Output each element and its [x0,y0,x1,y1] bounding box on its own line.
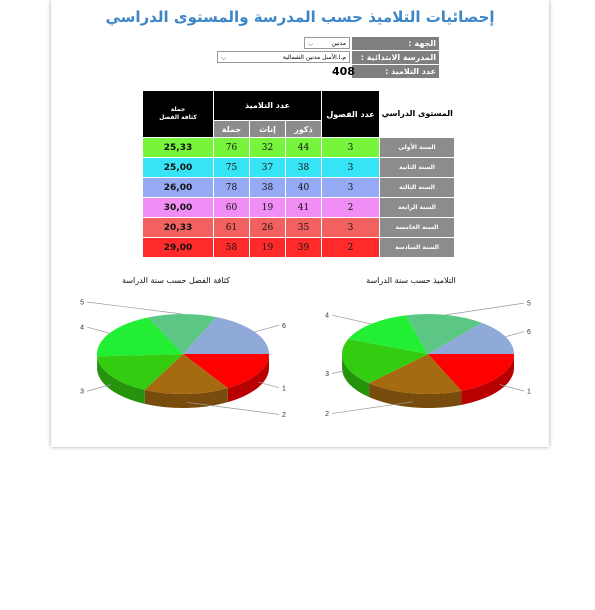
cell-density: 26,00 [143,178,214,198]
cell-female: 26 [250,218,286,238]
cell-male: 39 [286,238,322,258]
cell-total: 60 [214,198,250,218]
cell-density: 29,00 [143,238,214,258]
leader-line [258,382,279,388]
cell-level: السنة الثانية [380,158,455,178]
table-row [143,198,455,218]
count-row [217,65,439,78]
density-chart-title: كثافة الفصل حسب سنة الدراسة [122,276,230,285]
cell-classes: 3 [322,138,380,158]
cell-male: 44 [286,138,322,158]
cell-level: السنة السادسة [380,238,455,258]
cell-density: 30,00 [143,198,214,218]
cell-level: السنة الثالثة [380,178,455,198]
leader-line [87,302,182,314]
pie-label: 3 [80,388,84,396]
pie-label: 1 [527,388,531,396]
pie-label: 3 [325,371,329,379]
cell-male: 35 [286,218,322,238]
table-row [143,178,455,198]
cell-classes: 3 [322,218,380,238]
cell-female: 32 [250,138,286,158]
header-density [143,91,214,138]
pie-label: 5 [527,300,531,308]
school-select-value: م.ا.الأسل مدنين الشمالية [282,54,346,61]
statistics-table [142,90,455,258]
cell-female: 19 [250,198,286,218]
pie-label: 2 [325,411,329,419]
pie-label: 5 [80,299,84,307]
leader-line [506,332,524,337]
header-level: المستوى الدراسي [380,91,455,138]
cell-total: 61 [214,218,250,238]
cell-female: 38 [250,178,286,198]
students-chart-title: التلاميذ حسب سنة الدراسة [366,276,456,285]
pie-label: 2 [282,411,286,419]
school-label: المدرسة الابتدائية : [352,51,439,64]
leader-line [332,371,344,374]
cell-density: 25,33 [143,138,214,158]
pie-label: 1 [282,385,286,393]
table-row [143,138,455,158]
jiha-select-value: مدنين [331,40,346,47]
leader-line [332,402,413,414]
jiha-label: الجهة : [352,37,439,50]
school-row [217,51,439,64]
header-classes: عدد الفصول [322,91,380,138]
table-row [143,218,455,238]
cell-male: 38 [286,158,322,178]
cell-male: 40 [286,178,322,198]
pie-label: 6 [527,329,531,337]
header-students: عدد التلاميذ [214,91,322,121]
table-row [143,238,455,258]
cell-level: السنة الخامسة [380,218,455,238]
cell-male: 41 [286,198,322,218]
cell-density: 20,33 [143,218,214,238]
cell-level: السنة الرابعة [380,198,455,218]
header-total: جملة [214,121,250,138]
student-count: 408 [332,65,355,78]
pie-label: 6 [282,322,286,330]
cell-level: السنة الأولى [380,138,455,158]
leader-line [87,327,109,333]
cell-density: 25,00 [143,158,214,178]
cell-classes: 3 [322,178,380,198]
header-male: ذكور [286,121,322,138]
pie-label: 4 [325,312,329,320]
cell-total: 78 [214,178,250,198]
chevron-down-icon: ⌵ [308,40,314,48]
leader-line [255,325,279,332]
cell-classes: 3 [322,158,380,178]
leader-line [87,384,111,391]
chevron-down-icon: ⌵ [221,54,227,62]
leader-line [500,384,524,391]
cell-total: 76 [214,138,250,158]
jiha-select[interactable] [304,37,350,49]
header-density-line2: كثافة الفصل [159,114,197,121]
cell-total: 75 [214,158,250,178]
cell-classes: 2 [322,238,380,258]
jiha-row [217,37,439,50]
leader-line [187,402,279,414]
count-label: عدد التلاميذ : [352,65,439,78]
school-select[interactable] [217,51,350,63]
cell-classes: 2 [322,198,380,218]
pie-label: 4 [80,324,84,332]
density-pie-chart [71,296,296,419]
header-density-line1: جملة [170,106,186,113]
header-female: إناث [250,121,286,138]
page-title: إحصائيات التلاميذ حسب المدرسة والمستوى الدراسي [105,8,495,26]
table-row [143,158,455,178]
students-pie-chart [316,296,541,419]
statistics-panel [51,0,549,447]
cell-total: 58 [214,238,250,258]
cell-female: 37 [250,158,286,178]
leader-line [446,303,524,315]
leader-line [332,315,371,324]
cell-female: 19 [250,238,286,258]
